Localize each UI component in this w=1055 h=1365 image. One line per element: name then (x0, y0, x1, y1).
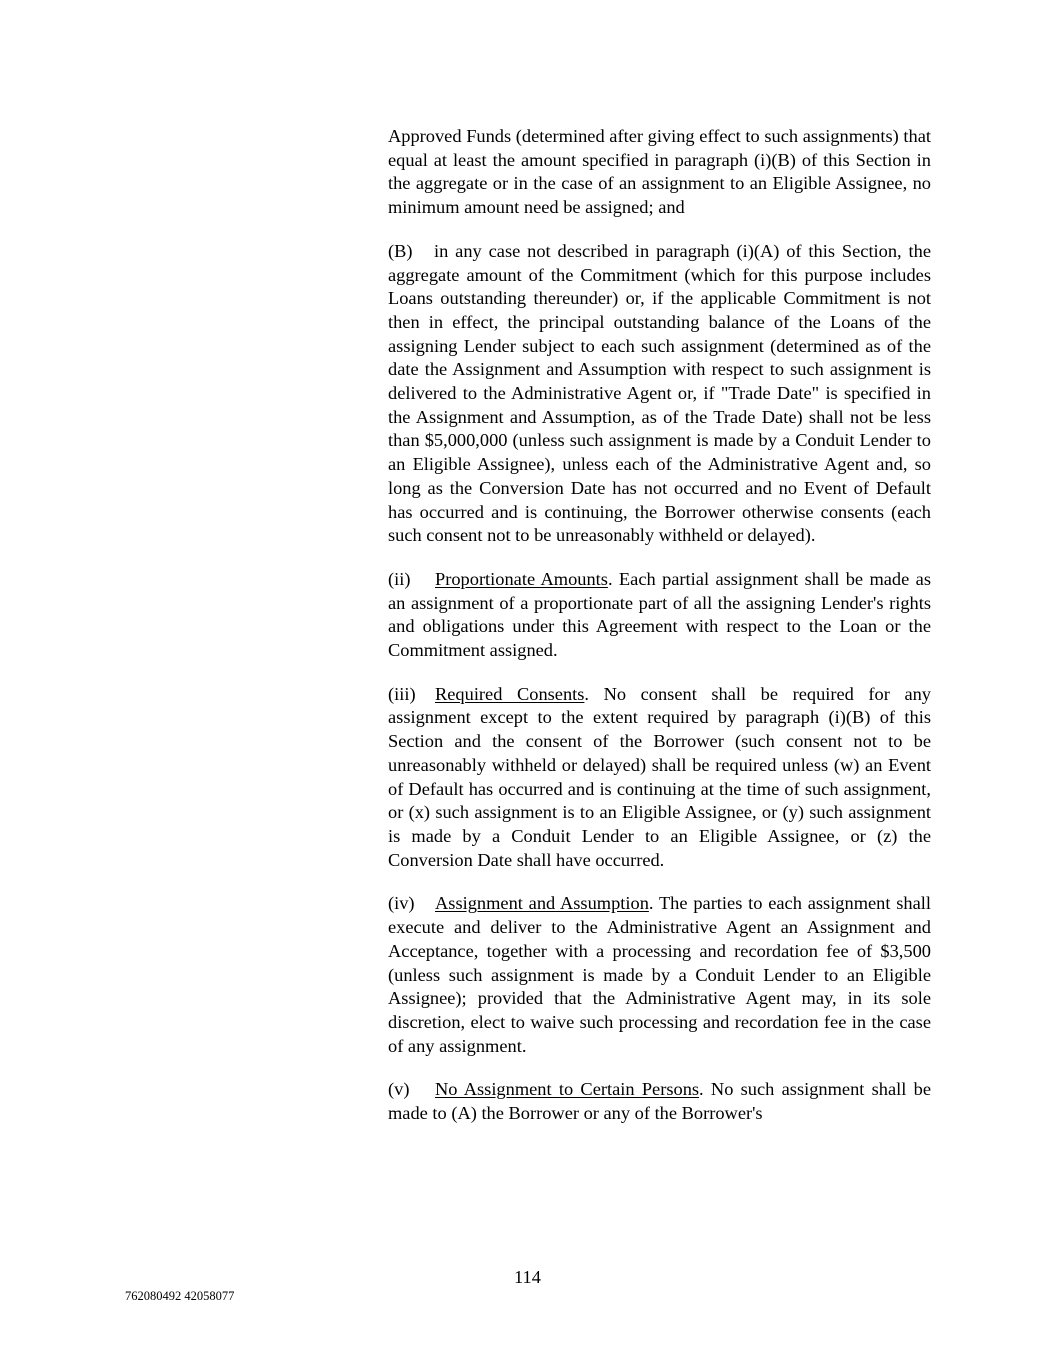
document-id: 762080492 42058077 (125, 1289, 235, 1303)
paragraph-label: (iii) (388, 683, 416, 704)
paragraph-text: . The parties to each assignment shall execute and deliver to the Administrative Agent an Assignment and Acceptance, together with a processing and recordation fee of $3,500 (unless such assignment is made by a Conduit Lender to an Eligible Assignee); provided that the Administrative Agent may, in its sole discretion, elect to waive such processing and recordation fee in the case of any assignment. (388, 893, 931, 1056)
paragraph-heading: Assignment and Assumption (435, 893, 649, 914)
paragraph-label: (iv) (388, 893, 415, 914)
paragraph-iv-assignment-and-assumption (388, 892, 931, 1058)
paragraph-ii-proportionate-amounts (388, 568, 931, 663)
page-number: 114 (514, 1267, 541, 1287)
paragraph-text: . No such assignment shall be made to (A) the Borrower or any of the Borrower's (388, 1079, 931, 1124)
paragraph-text: . Each partial assignment shall be made as an assignment of a proportionate part of all the assigning Lender's rights and obligations under this Agreement with respect to the Loan or the Commitment assigned. (388, 568, 931, 661)
paragraph-v-no-assignment (388, 1078, 931, 1125)
paragraph-label: (v) (388, 1079, 410, 1100)
paragraph-label: (B) (388, 240, 413, 261)
paragraph-text: . No consent shall be required for any assignment except to the extent required by paragraph (i)(B) of this Section and the consent of the Borrower (such consent not to be unreasonably withheld or delayed) shall be required unless (w) an Event of Default has occurred and is continuing at the time of such assignment, or (x) such assignment is to an Eligible Assignee, or (y) such assignment is made by a Conduit Lender to an Eligible Assignee, or (z) the Conversion Date shall have occurred. (388, 683, 931, 870)
paragraph-heading: No Assignment to Certain Persons (435, 1079, 700, 1100)
paragraph-text: Approved Funds (determined after giving effect to such assignments) that equal at least the amount specified in paragraph (i)(B) of this Section in the aggregate or in the case of an assignment to an Eligible Assignee, no minimum amount need be assigned; and (388, 126, 931, 218)
paragraph-label: (ii) (388, 568, 411, 589)
paragraph-b (388, 240, 931, 548)
paragraph-approved-funds (388, 125, 931, 220)
paragraph-text: in any case not described in paragraph (i)(A) of this Section, the aggregate amount of the Commitment (which for this purpose includes Loans outstanding thereunder) or, if the applicable Commitment is not then in effect, the principal outstanding balance of the Loans of the assigning Lender subject to each such assignment (determined as of the date the Assignment and Assumption with respect to such assignment is delivered to the Administrative Agent or, if "Trade Date" is specified in the Assignment and Assumption, as of the Trade Date) shall not be less than $5,000,000 (unless such assignment is made by a Conduit Lender to an Eligible Assignee), unless each of the Administrative Agent and, so long as the Conversion Date has not occurred and no Event of Default has occurred and is continuing, the Borrower otherwise consents (each such consent not to be unreasonably withheld or delayed). (388, 240, 931, 546)
document-body (388, 125, 931, 1146)
paragraph-heading: Proportionate Amounts (435, 568, 608, 589)
paragraph-iii-required-consents (388, 683, 931, 873)
paragraph-heading: Required Consents (435, 683, 585, 704)
